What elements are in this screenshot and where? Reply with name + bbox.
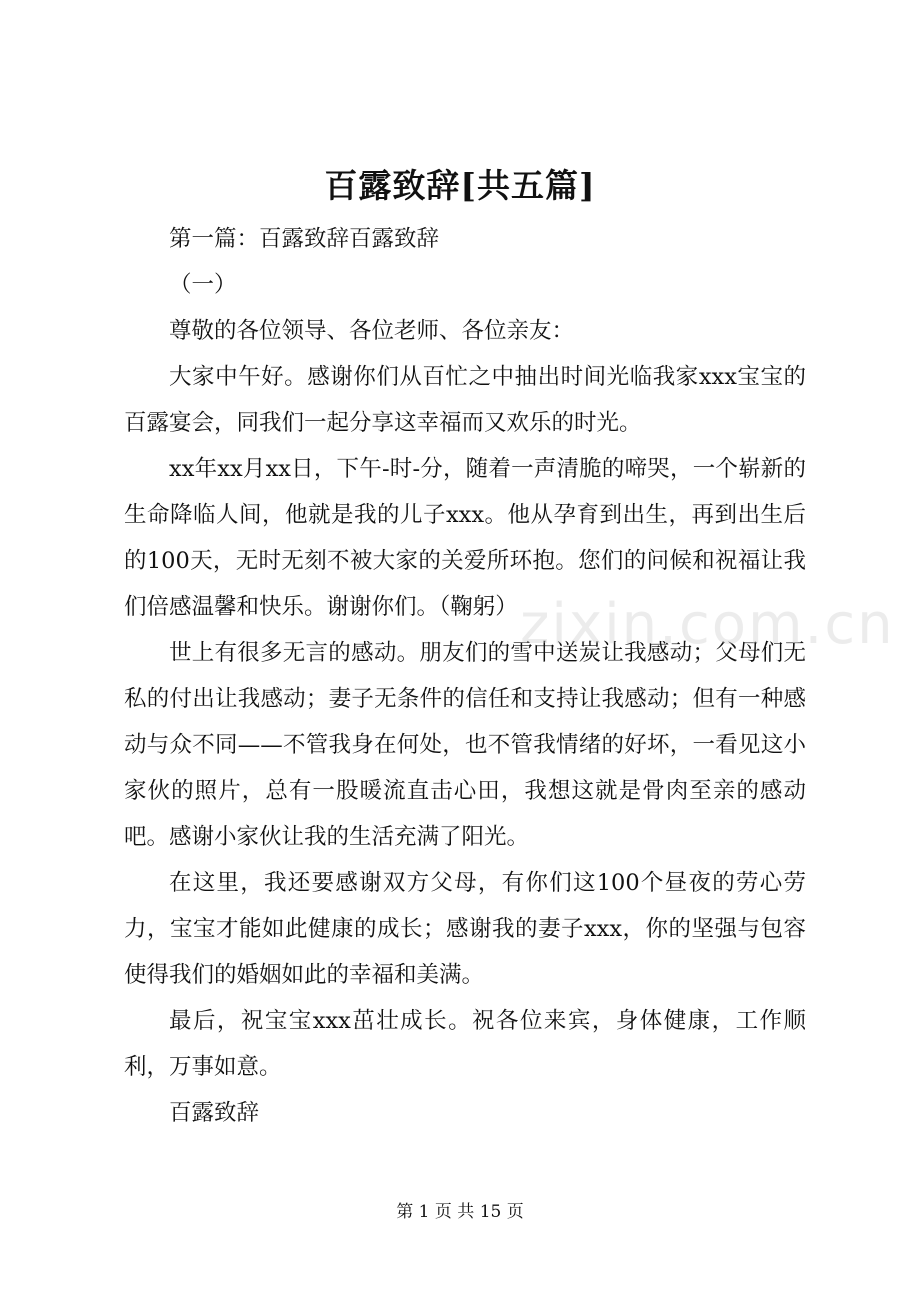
document-title: 百露致辞[共五篇] (324, 166, 596, 205)
salutation: 尊敬的各位领导、各位老师、各位亲友： (169, 318, 575, 344)
subsection-title: 百露致辞 (169, 1100, 260, 1126)
paragraph-greeting: 大家中午好。感谢你们从百忙之中抽出时间光临我家xxx宝宝的百露宴会，同我们一起分享这幸福而又欢乐的时光。 (124, 364, 806, 436)
watermark: zixin.com.cn (520, 592, 895, 657)
page-number-footer: 第 1 页 共 15 页 (396, 1202, 524, 1222)
section-heading: 第一篇：百露致辞百露致辞 (169, 226, 440, 252)
paragraph-birth: xx年xx月xx日，下午-时-分，随着一声清脆的啼哭，一个崭新的生命降临人间，他就是我的儿子xxx。他从孕育到出生，再到出生后的100天，无时无刻不被大家的关爱所环抱。您们的问候和祝福让我们倍感温馨和快乐。谢谢你们。（鞠躬） (124, 456, 806, 620)
paragraph-thanks: 在这里，我还要感谢双方父母，有你们这100个昼夜的劳心劳力，宝宝才能如此健康的成长；感谢我的妻子xxx，你的坚强与包容使得我们的婚姻如此的幸福和美满。 (124, 870, 806, 988)
section-number: （一） (169, 272, 237, 298)
document-body (124, 216, 806, 1136)
paragraph-emotion: 世上有很多无言的感动。朋友们的雪中送炭让我感动；父母们无私的付出让我感动；妻子无条件的信任和支持让我感动；但有一种感动与众不同——不管我身在何处，也不管我情绪的好坏，一看见这小家伙的照片，总有一股暖流直击心田，我想这就是骨肉至亲的感动吧。感谢小家伙让我的生活充满了阳光。 (124, 640, 806, 850)
paragraph-closing: 最后，祝宝宝xxx茁壮成长。祝各位来宾，身体健康，工作顺利，万事如意。 (124, 1008, 806, 1080)
